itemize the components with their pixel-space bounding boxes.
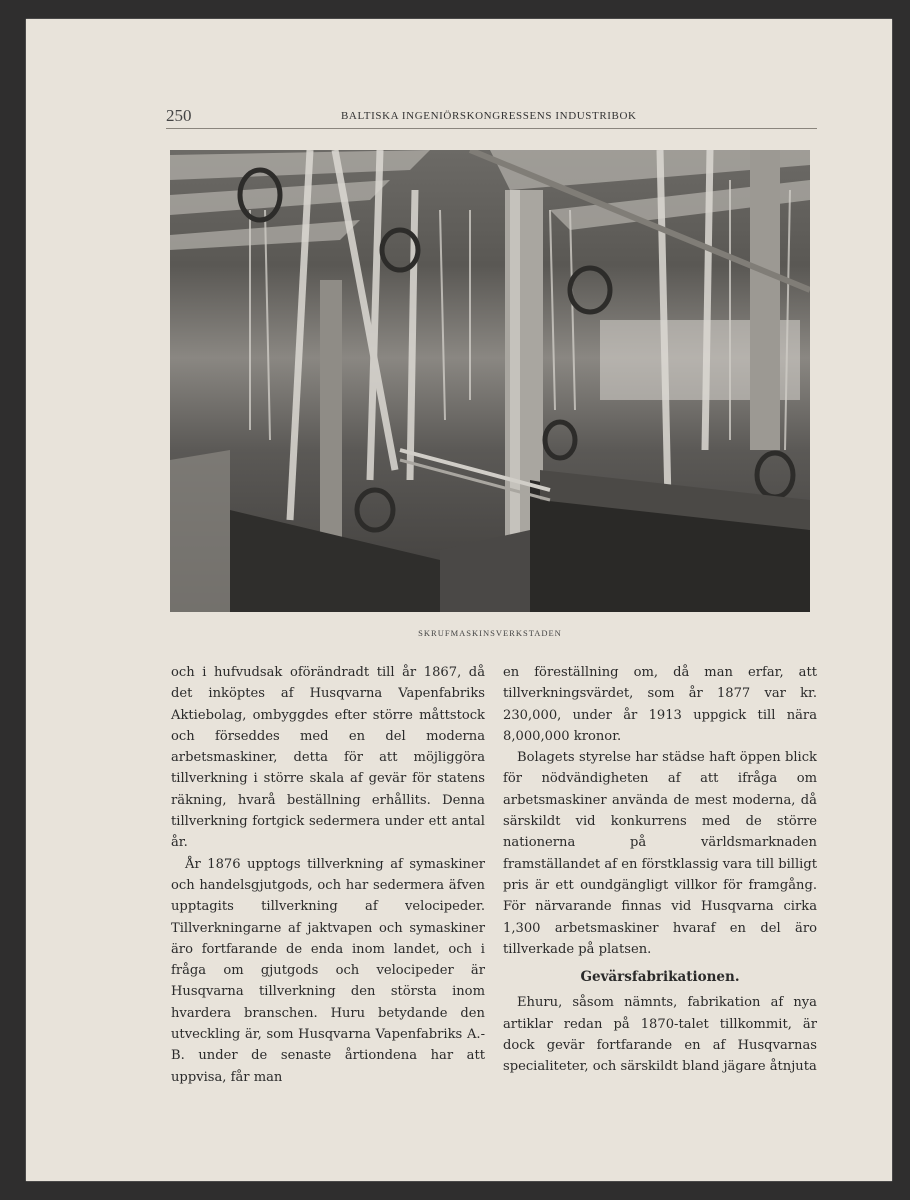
- paragraph: Ehuru, såsom nämnts, fabrikation af nya artiklar redan på 1870-talet tillkommit, är dock gevär fortfarande en af Husqvarnas specialiteter, och särskildt bland jägare åtnjuta: [503, 995, 817, 1075]
- floor-center: [440, 530, 530, 612]
- photo-illustration: [170, 150, 810, 612]
- paragraph: Bolagets styrelse har städse haft öppen blick för nödvändigheten af att ifråga om arbetsmaskiner använda de mest moderna, då särskildt vid konkurrens med de större nationerna på världsmarknaden framställandet af en förstklassig vara till billigt pris är ett oundgängligt villkor för framgång. För närvarande finnas vid Husqvarna cirka 1,300 arbetsmaskiner hvaraf en del äro tillverkade på platsen.: [503, 750, 817, 957]
- section-heading: Gevärsfabrikationen.: [580, 969, 740, 986]
- factory-photograph: [170, 150, 810, 612]
- left-column: [171, 662, 485, 1088]
- page-number: 250: [166, 106, 192, 125]
- figure-caption: SKRUFMASKINSVERKSTADEN: [418, 628, 562, 638]
- paragraph: och i hufvudsak oförändradt till år 1867, då det inköptes af Husqvarna Vapenfabriks Aktiebolag, ombyggdes efter större måttstock och förseddes med en del moderna arbetsmaskiner, detta för att möjliggöra tillverkning i större skala af gevär för statens räkning, hvarå beställning erhållits. Denna tillverkning fortgick sedermera under ett antal år.: [171, 665, 485, 851]
- paragraph: en föreställning om, då man erfar, att tillverkningsvärdet, som år 1877 var kr. 230,000, under år 1913 uppgick till nära 8,000,000 kronor.: [503, 665, 817, 744]
- paragraph: År 1876 upptogs tillverkning af symaskiner och handelsgjutgods, och har sedermera äfven upptagits tillverkning af velocipeder. Tillverkningarne af jaktvapen och symaskiner äro fortfarande de enda inom landet, och i fråga om gjutgods och velocipeder är Husqvarna tillverkning den största inom hvardera branschen. Huru betydande den utveckling är, som Husqvarna Vapenfabriks A.-B. under de senaste årtiondena har att uppvisa, får man: [171, 856, 485, 1085]
- running-head-title: BALTISKA INGENIÖRSKONGRESSENS INDUSTRIBOK: [341, 110, 637, 122]
- right-column: [503, 662, 817, 1078]
- running-head: [166, 106, 817, 129]
- floor: [170, 450, 230, 612]
